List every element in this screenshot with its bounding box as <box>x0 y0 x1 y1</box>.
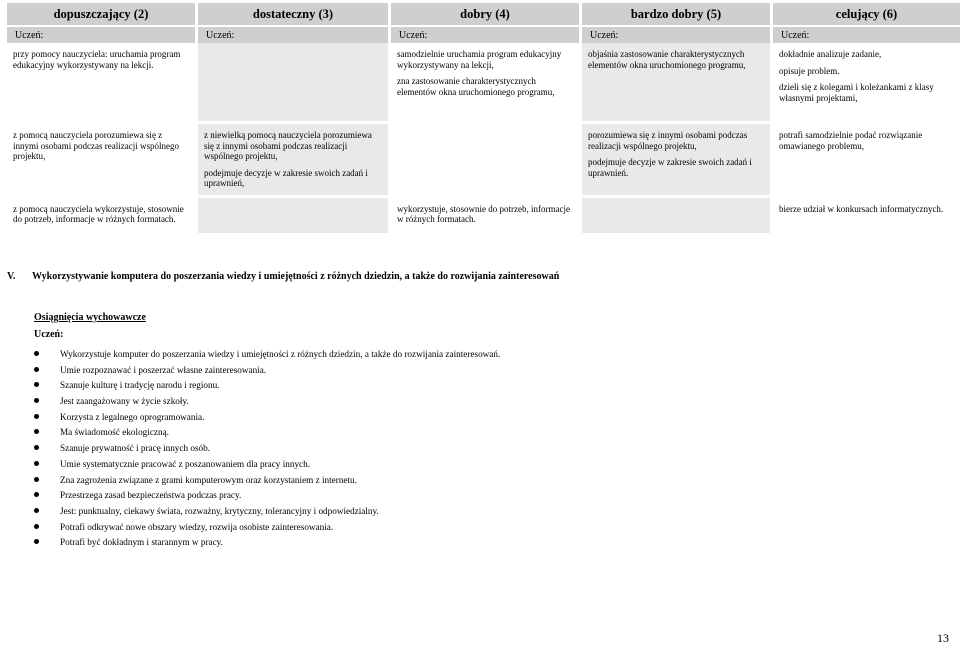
student-label-row <box>7 25 960 43</box>
criteria-text: podejmuje decyzje w zakresie swoich zadań i uprawnień. <box>588 157 752 178</box>
criteria-text: porozumiewa się z innymi osobami podczas realizacji wspólnego projektu, <box>588 130 748 151</box>
grade-header: dostateczny (3) <box>195 3 388 25</box>
grade-header-row <box>7 3 960 25</box>
criteria-row <box>7 121 960 195</box>
criteria-cell <box>195 195 388 233</box>
achievement-item: Zna zagrożenia związane z grami komputerowym oraz korzystaniem z internetu. <box>34 474 500 490</box>
criteria-text: samodzielnie uruchamia program edukacyjny wykorzystywany na lekcji, <box>397 49 562 70</box>
section-subheading: Osiągnięcia wychowawcze <box>34 312 146 323</box>
achievement-list <box>34 348 500 552</box>
criteria-cell <box>7 43 195 121</box>
criteria-cell <box>388 121 579 195</box>
achievement-item: Przestrzega zasad bezpieczeństwa podczas pracy. <box>34 489 500 505</box>
student-label: Uczeń: <box>579 25 770 43</box>
grade-header: dopuszczający (2) <box>7 3 195 25</box>
section-title-text: Wykorzystywanie komputera do poszerzania wiedzy i umiejętności z różnych dziedzin, a także do rozwijania zainteresowań <box>32 271 560 282</box>
achievement-item: Szanuje prywatność i pracę innych osób. <box>34 442 500 458</box>
criteria-cell <box>7 121 195 195</box>
student-label: Uczeń: <box>195 25 388 43</box>
criteria-cell <box>195 43 388 121</box>
criteria-text: przy pomocy nauczyciela: uruchamia program edukacyjny wykorzystywany na lekcji. <box>13 49 181 70</box>
section-title <box>7 271 559 282</box>
criteria-cell <box>579 121 770 195</box>
criteria-text: bierze udział w konkursach informatycznych. <box>779 203 944 214</box>
criteria-cell <box>195 121 388 195</box>
criteria-cell <box>7 195 195 233</box>
achievement-item: Potrafi być dokładnym i starannym w pracy. <box>34 536 500 552</box>
criteria-text: zna zastosowanie charakterystycznych elementów okna uruchomionego programu, <box>397 76 555 97</box>
achievement-item: Jest zaangażowany w życie szkoły. <box>34 395 500 411</box>
achievement-item: Jest: punktualny, ciekawy świata, rozważny, krytyczny, tolerancyjny i odpowiedzialny. <box>34 505 500 521</box>
criteria-text: objaśnia zastosowanie charakterystycznych elementów okna uruchomionego programu, <box>588 49 746 70</box>
criteria-cell <box>770 195 960 233</box>
student-label: Uczeń: <box>7 25 195 43</box>
criteria-text: z pomocą nauczyciela porozumiewa się z innymi osobami podczas realizacji wspólnego projektu, <box>13 130 179 161</box>
criteria-cell <box>579 43 770 121</box>
criteria-text: z niewielką pomocą nauczyciela porozumiewa się z innymi osobami podczas realizacji wspólnego projektu, <box>204 130 372 161</box>
criteria-cell <box>388 43 579 121</box>
criteria-cell <box>579 195 770 233</box>
section-student-label: Uczeń: <box>34 329 64 340</box>
achievement-item: Szanuje kulturę i tradycję narodu i regionu. <box>34 379 500 395</box>
achievement-item: Umie systematycznie pracować z poszanowaniem dla pracy innych. <box>34 458 500 474</box>
achievement-item: Wykorzystuje komputer do poszerzania wiedzy i umiejętności z różnych dziedzin, a także do rozwijania zainteresowań. <box>34 348 500 364</box>
criteria-text: podejmuje decyzje w zakresie swoich zadań i uprawnień, <box>204 167 368 188</box>
criteria-text: dokładnie analizuje zadanie, <box>779 49 882 59</box>
student-label: Uczeń: <box>770 25 960 43</box>
criteria-text: dzieli się z kolegami i koleżankami z klasy własnymi projektami, <box>779 82 934 103</box>
grade-header: celujący (6) <box>770 3 960 25</box>
criteria-row <box>7 195 960 233</box>
page-number: 13 <box>937 631 949 645</box>
achievement-item: Korzysta z legalnego oprogramowania. <box>34 411 500 427</box>
achievement-item: Umie rozpoznawać i poszerzać własne zainteresowania. <box>34 364 500 380</box>
criteria-cell <box>770 43 960 121</box>
criteria-text: wykorzystuje, stosownie do potrzeb, informacje w różnych formatach. <box>397 203 570 224</box>
grading-criteria-table <box>7 3 960 233</box>
criteria-text: opisuje problem. <box>779 65 840 76</box>
section-number: V. <box>7 271 16 282</box>
criteria-cell <box>770 121 960 195</box>
student-label: Uczeń: <box>388 25 579 43</box>
grade-header: bardzo dobry (5) <box>579 3 770 25</box>
criteria-cell <box>388 195 579 233</box>
criteria-row <box>7 43 960 121</box>
grade-header: dobry (4) <box>388 3 579 25</box>
criteria-text: z pomocą nauczyciela wykorzystuje, stosownie do potrzeb, informacje w różnych formatach. <box>13 203 184 224</box>
achievement-item: Potrafi odkrywać nowe obszary wiedzy, rozwija osobiste zainteresowania. <box>34 521 500 537</box>
achievement-item: Ma świadomość ekologiczną. <box>34 426 500 442</box>
criteria-text: potrafi samodzielnie podać rozwiązanie omawianego problemu, <box>779 130 923 151</box>
